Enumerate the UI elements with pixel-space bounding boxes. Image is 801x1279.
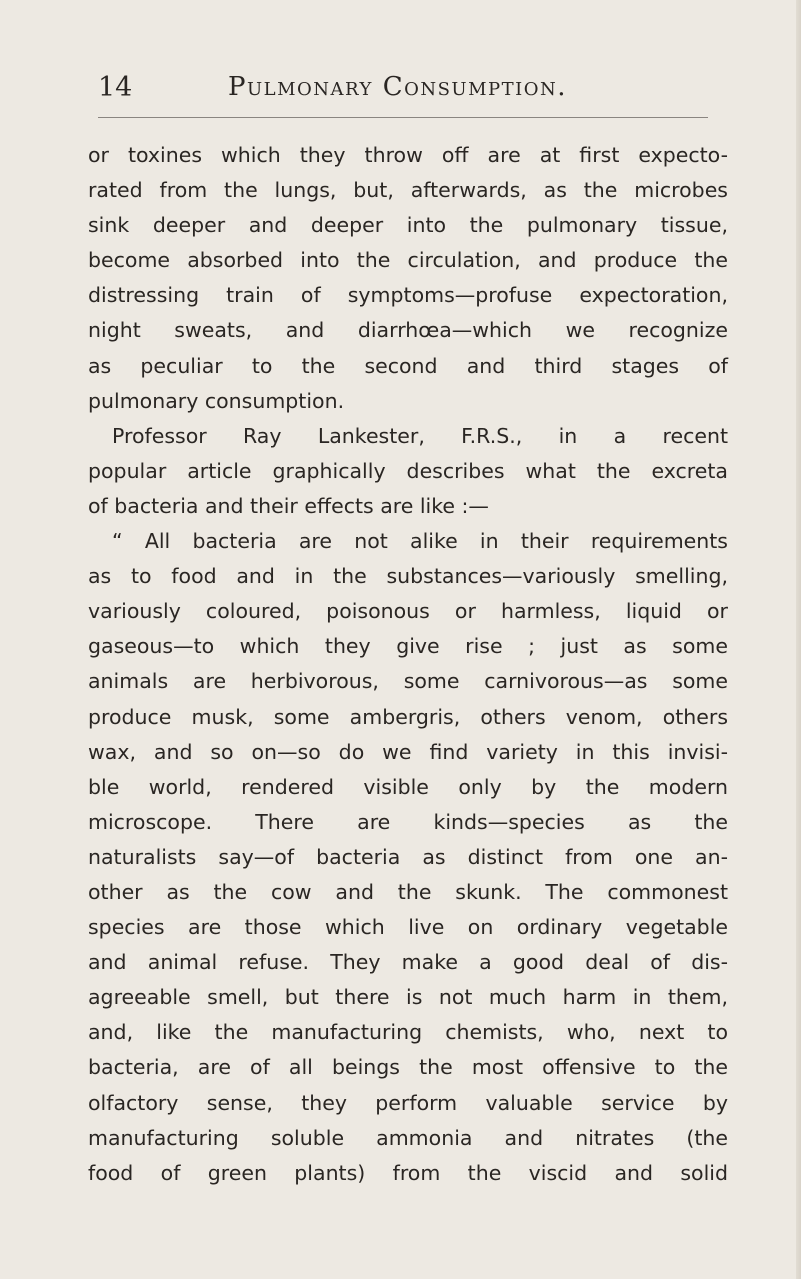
text-line: food of green plants) from the viscid and solid (88, 1160, 728, 1185)
running-title: Pulmonary Consumption. (228, 72, 568, 102)
text-line: manufacturing soluble ammonia and nitrates (the (88, 1125, 728, 1150)
body-text (88, 138, 728, 1191)
text-line: species are those which live on ordinary vegetable (88, 915, 728, 940)
page-number: 14 (98, 72, 133, 103)
text-line: sink deeper and deeper into the pulmonary tissue, (88, 213, 728, 238)
text-line: popular article graphically describes what the excreta (88, 458, 728, 483)
text-line: and animal refuse. They make a good deal of dis- (88, 950, 728, 975)
page-edge (796, 0, 801, 1279)
text-line: bacteria, are of all beings the most offensive to the (88, 1055, 728, 1080)
text-line: as to food and in the substances—variously smelling, (88, 564, 728, 589)
text-line: ble world, rendered visible only by the modern (88, 774, 728, 799)
text-line: of bacteria and their effects are like :— (88, 493, 489, 518)
text-line: agreeable smell, but there is not much harm in them, (88, 985, 728, 1010)
text-line: produce musk, some ambergris, others venom, others (88, 704, 728, 729)
text-line: pulmonary consumption. (88, 388, 345, 413)
text-line: or toxines which they throw off are at first expecto- (88, 143, 728, 167)
page-header (98, 72, 708, 112)
text-line: as peculiar to the second and third stages of (88, 353, 728, 378)
text-line: olfactory sense, they perform valuable service by (88, 1090, 728, 1115)
text-line: microscope. There are kinds—species as the (88, 809, 728, 834)
text-line: wax, and so on—so do we find variety in this invisi- (88, 739, 728, 764)
text-line: Professor Ray Lankester, F.R.S., in a recent (112, 423, 728, 448)
text-line: night sweats, and diarrhœa—which we recognize (88, 318, 728, 343)
text-line: gaseous—to which they give rise ; just as some (88, 634, 728, 659)
header-rule (98, 117, 708, 118)
text-line: distressing train of symptoms—profuse expectoration, (88, 283, 728, 308)
text-line: other as the cow and the skunk. The commonest (88, 879, 728, 904)
text-line: “ All bacteria are not alike in their requirements (112, 529, 728, 554)
text-line: animals are herbivorous, some carnivorous—as some (88, 669, 728, 694)
text-line: and, like the manufacturing chemists, who, next to (88, 1020, 728, 1045)
text-line: become absorbed into the circulation, and produce the (88, 248, 728, 273)
text-line: naturalists say—of bacteria as distinct from one an- (88, 844, 728, 869)
text-line: variously coloured, poisonous or harmless, liquid or (88, 599, 728, 624)
text-line: rated from the lungs, but, afterwards, as the microbes (88, 178, 728, 203)
